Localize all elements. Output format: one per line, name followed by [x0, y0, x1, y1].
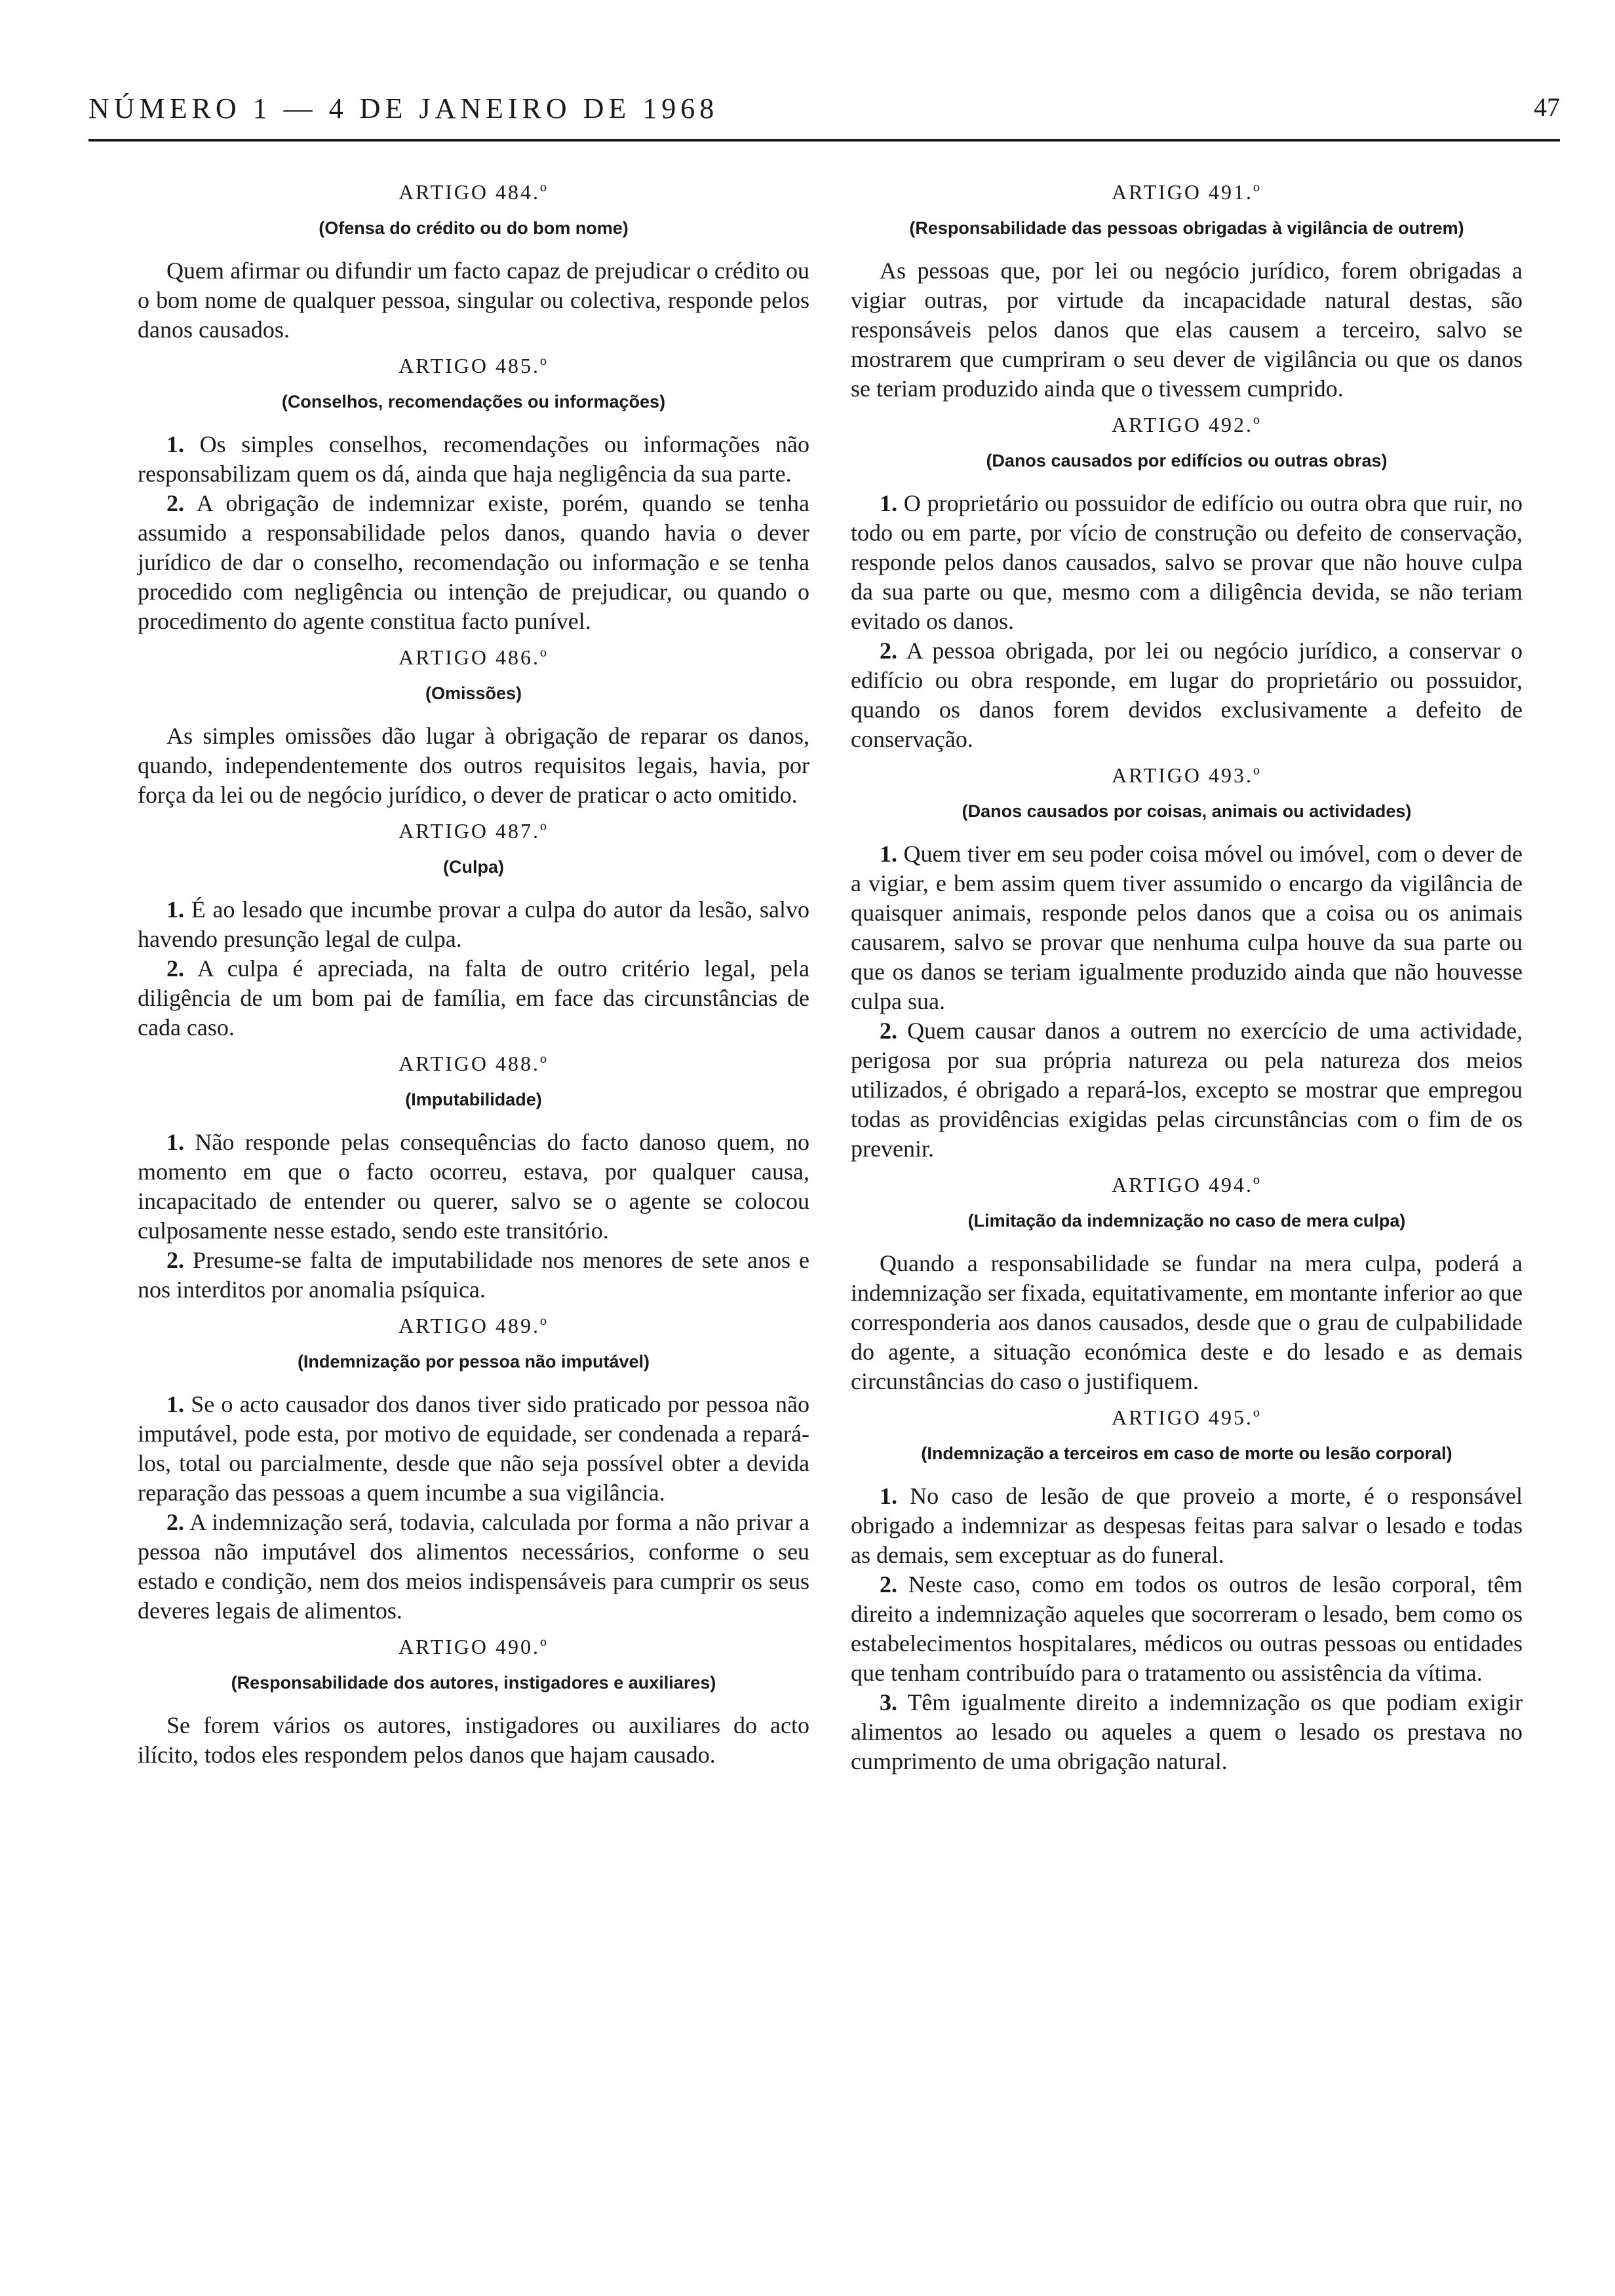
article — [138, 180, 809, 345]
article-subtitle: (Responsabilidade das pessoas obrigadas à vigilância de outrem) — [909, 218, 1464, 238]
article — [851, 763, 1523, 1164]
article-paragraph — [138, 1128, 809, 1246]
article-paragraph — [138, 954, 809, 1043]
article-paragraph — [138, 430, 809, 489]
article-paragraph — [851, 256, 1523, 404]
article-title: ARTIGO 487.º — [399, 819, 549, 843]
article-subtitle: (Danos causados por coisas, animais ou actividades) — [962, 801, 1412, 821]
paragraph-number: 2. — [166, 490, 184, 516]
article-title: ARTIGO 486.º — [399, 645, 549, 669]
article-title: ARTIGO 493.º — [1112, 763, 1262, 787]
article-paragraph — [138, 1390, 809, 1508]
right-column — [851, 180, 1523, 1786]
paragraph-text: Não responde pelas consequências do facto danoso quem, no momento em que o facto ocorreu, estava, por qualquer causa, incapacitado de entender ou querer, salvo se o agente se colocou culposamente nesse estado, sendo este transitório. — [138, 1129, 810, 1244]
article-paragraph — [851, 1482, 1523, 1570]
article — [851, 1173, 1523, 1396]
article-paragraph — [138, 1711, 809, 1770]
article — [851, 413, 1523, 754]
paragraph-number: 1. — [166, 896, 184, 923]
article-subtitle: (Conselhos, recomendações ou informações) — [281, 392, 666, 411]
paragraph-number: 1. — [880, 490, 897, 516]
article-paragraph — [138, 1246, 809, 1305]
article-paragraph — [138, 1508, 809, 1626]
article-paragraph — [138, 895, 809, 954]
paragraph-text: É ao lesado que incumbe provar a culpa do autor da lesão, salvo havendo presunção legal de culpa. — [138, 896, 809, 952]
article-paragraph — [851, 636, 1523, 754]
paragraph-number: 2. — [880, 638, 897, 664]
article-paragraph — [138, 489, 809, 636]
article — [138, 1052, 809, 1305]
paragraph-text: Se forem vários os autores, instigadores ou auxiliares do acto ilícito, todos eles respondem pelos danos que hajam causado. — [138, 1712, 809, 1768]
article — [851, 1406, 1523, 1776]
paragraph-number: 1. — [166, 1391, 184, 1417]
article — [138, 354, 809, 636]
paragraph-text: A culpa é apreciada, na falta de outro critério legal, pela diligência de um bom pai de família, em face das circunstâncias de cada caso. — [138, 955, 809, 1041]
paragraph-number: 2. — [166, 1247, 184, 1273]
paragraph-number: 2. — [880, 1571, 897, 1598]
paragraph-text: Se o acto causador dos danos tiver sido praticado por pessoa não imputável, pode esta, por motivo de equidade, ser condenada a repará-los, total ou parcialmente, desde que não seja possível obter a devida reparação das pessoas a quem incumbe a sua vigilância. — [138, 1391, 809, 1506]
paragraph-text: A pessoa obrigada, por lei ou negócio jurídico, a conservar o edifício ou obra responde, em lugar do proprietário ou possuidor, quando os danos forem devidos exclusivamente a defeito de conservação. — [851, 638, 1523, 752]
article-paragraph — [851, 1570, 1523, 1688]
article-title: ARTIGO 485.º — [399, 354, 549, 377]
page-header — [88, 92, 1560, 131]
article-title: ARTIGO 494.º — [1112, 1173, 1262, 1196]
paragraph-number: 1. — [880, 1483, 897, 1509]
paragraph-text: Quem afirmar ou difundir um facto capaz de prejudicar o crédito ou o bom nome de qualquer pessoa, singular ou colectiva, responde pelos danos causados. — [138, 258, 809, 343]
page-number: 47 — [1534, 92, 1560, 122]
article-paragraph — [138, 721, 809, 810]
paragraph-text: Quem tiver em seu poder coisa móvel ou imóvel, com o dever de a vigiar, e bem assim quem tiver assumido o encargo da vigilância de quaisquer animais, responde pelos danos que a coisa ou os animais causarem, salvo se provar que nenhuma culpa houve da sua parte ou que os danos se teriam igualmente produzido ainda que não houvesse culpa sua. — [851, 841, 1523, 1014]
article-paragraph — [851, 1688, 1523, 1776]
paragraph-number: 3. — [880, 1689, 897, 1715]
paragraph-text: Neste caso, como em todos os outros de lesão corporal, têm direito a indemnização aqueles que socorreram o lesado, bem como os estabelecimentos hospitalares, médicos ou outras pessoas ou entidades que tenham contribuído para o tratamento ou assistência da vítima. — [851, 1571, 1523, 1686]
article-subtitle: (Ofensa do crédito ou do bom nome) — [319, 218, 629, 238]
paragraph-text: Quando a responsabilidade se fundar na mera culpa, poderá a indemnização ser fixada, equitativamente, em montante inferior ao que corresponderia aos danos causados, desde que o grau de culpabilidade do agente, a situação económica deste e do lesado e as demais circunstâncias do caso o justifiquem. — [851, 1250, 1523, 1394]
issue-title: NÚMERO 1 — 4 DE JANEIRO DE 1968 — [88, 92, 719, 124]
article-title: ARTIGO 484.º — [399, 180, 549, 204]
article-title: ARTIGO 491.º — [1112, 180, 1262, 204]
article-subtitle: (Culpa) — [443, 857, 504, 877]
paragraph-text: As pessoas que, por lei ou negócio jurídico, forem obrigadas a vigiar outras, por virtude da incapacidade natural destas, são responsáveis pelos danos que elas causem a terceiro, salvo se mostrarem que cumpriram o seu dever de vigilância ou que os danos se teriam produzido ainda que o tivessem cumprido. — [851, 258, 1523, 402]
paragraph-number: 1. — [880, 841, 897, 867]
article — [138, 819, 809, 1043]
paragraph-text: A obrigação de indemnizar existe, porém, quando se tenha assumido a responsabilidade pelos danos, quando havia o dever jurídico de dar o conselho, recomendação ou informação e se tenha procedido com negligência ou intenção de prejudicar, ou quando o procedimento do agente constitua facto punível. — [138, 490, 809, 634]
article-paragraph — [851, 1016, 1523, 1164]
article — [138, 1635, 809, 1770]
article-title: ARTIGO 492.º — [1112, 413, 1262, 436]
article — [851, 180, 1523, 404]
article-subtitle: (Indemnização por pessoa não imputável) — [297, 1352, 650, 1371]
article-paragraph — [851, 839, 1523, 1016]
left-column — [138, 180, 809, 1779]
article-subtitle: (Omissões) — [425, 683, 522, 703]
header-rule — [88, 139, 1560, 142]
paragraph-number: 2. — [166, 955, 184, 982]
article — [138, 645, 809, 810]
article-paragraph — [851, 489, 1523, 636]
article-title: ARTIGO 490.º — [399, 1635, 549, 1658]
article-title: ARTIGO 489.º — [399, 1314, 549, 1337]
paragraph-text: Têm igualmente direito a indemnização os que podiam exigir alimentos ao lesado ou aqueles a quem o lesado os prestava no cumprimento de uma obrigação natural. — [851, 1689, 1523, 1774]
article-subtitle: (Limitação da indemnização no caso de mera culpa) — [967, 1211, 1406, 1231]
paragraph-number: 1. — [166, 1129, 184, 1155]
article-paragraph — [851, 1249, 1523, 1396]
paragraph-number: 1. — [166, 431, 184, 457]
article-subtitle: (Responsabilidade dos autores, instigadores e auxiliares) — [231, 1673, 716, 1693]
paragraph-text: As simples omissões dão lugar à obrigação de reparar os danos, quando, independentemente dos outros requisitos legais, havia, por força da lei ou de negócio jurídico, o dever de praticar o acto omitido. — [138, 723, 809, 808]
article-paragraph — [138, 256, 809, 345]
paragraph-text: A indemnização será, todavia, calculada por forma a não privar a pessoa não imputável dos alimentos necessários, conforme o seu estado e condição, nem dos meios indispensáveis para cumprir os seus deveres legais de alimentos. — [138, 1509, 810, 1624]
article-title: ARTIGO 495.º — [1112, 1406, 1262, 1429]
article — [138, 1314, 809, 1626]
article-subtitle: (Imputabilidade) — [405, 1090, 542, 1109]
paragraph-number: 2. — [166, 1509, 184, 1535]
paragraph-text: Quem causar danos a outrem no exercício de uma actividade, perigosa por sua própria natureza ou pela natureza dos meios utilizados, é obrigado a repará-los, excepto se mostrar que empregou todas as providências exigidas pelas circunstâncias com o fim de os prevenir. — [851, 1018, 1523, 1162]
paragraph-text: Os simples conselhos, recomendações ou informações não responsabilizam quem os dá, ainda que haja negligência da sua parte. — [138, 431, 810, 487]
paragraph-text: Presume-se falta de imputabilidade nos menores de sete anos e nos interditos por anomalia psíquica. — [138, 1247, 809, 1303]
article-subtitle: (Indemnização a terceiros em caso de morte ou lesão corporal) — [921, 1444, 1452, 1463]
paragraph-text: O proprietário ou possuidor de edifício ou outra obra que ruir, no todo ou em parte, por vício de construção ou defeito de conservação, responde pelos danos causados, salvo se provar que não houve culpa da sua parte ou que, mesmo com a diligência devida, se não teriam evitado os danos. — [851, 490, 1523, 634]
article-subtitle: (Danos causados por edifícios ou outras obras) — [986, 451, 1388, 470]
paragraph-number: 2. — [880, 1018, 897, 1044]
paragraph-text: No caso de lesão de que proveio a morte, é o responsável obrigado a indemnizar as despesas feitas para salvar o lesado e todas as demais, sem exceptuar as do funeral. — [851, 1483, 1523, 1568]
article-title: ARTIGO 488.º — [399, 1052, 549, 1075]
